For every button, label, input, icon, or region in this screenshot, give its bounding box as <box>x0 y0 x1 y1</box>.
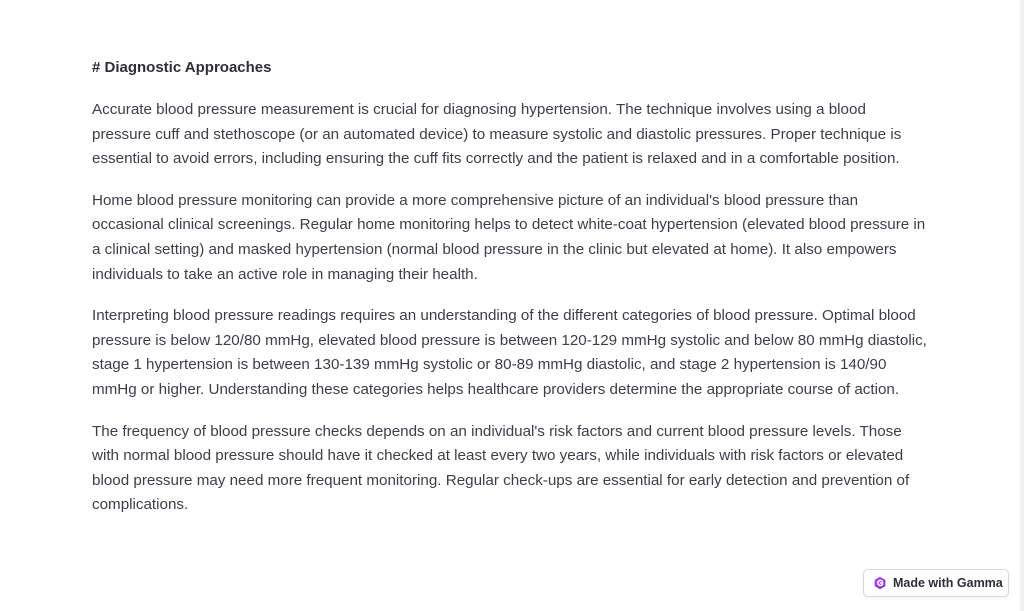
section-heading: # Diagnostic Approaches <box>92 59 272 76</box>
page-edge <box>1020 0 1024 611</box>
gamma-logo-icon <box>873 576 887 590</box>
paragraph-measurement: Accurate blood pressure measurement is crucial for diagnosing hypertension. The technique involves using a blood pressure cuff and stethoscope (or an automated device) to measure systolic and diastolic pressures. Proper technique is essential to avoid errors, including ensuring the cuff fits correctly and the patient is relaxed and in a comfortable position. <box>92 101 902 168</box>
paragraph-check-frequency: The frequency of blood pressure checks depends on an individual's risk factors and current blood pressure levels. Those with normal blood pressure should have it checked at least every two years, while individuals with risk factors or elevated blood pressure may need more frequent monitoring. Regular check-ups are essential for early detection and prevention of complications. <box>92 422 910 514</box>
document-body <box>92 56 928 535</box>
badge-label: Made with Gamma <box>893 576 1003 590</box>
made-with-gamma-button[interactable] <box>863 569 1009 597</box>
paragraph-home-monitoring: Home blood pressure monitoring can provide a more comprehensive picture of an individual's blood pressure than occasional clinical screenings. Regular home monitoring helps to detect white-coat hypertension (elevated blood pressure in a clinical setting) and masked hypertension (normal blood pressure in the clinic but elevated at home). It also empowers individuals to take an active role in managing their health. <box>92 191 926 283</box>
paragraph-interpreting-readings: Interpreting blood pressure readings requires an understanding of the different categories of blood pressure. Optimal blood pressure is below 120/80 mmHg, elevated blood pressure is between 120-129 mmHg systolic and below 80 mmHg diastolic, stage 1 hypertension is between 130-139 mmHg systolic or 80-89 mmHg diastolic, and stage 2 hypertension is 140/90 mmHg or higher. Understanding these categories helps healthcare providers determine the appropriate course of action. <box>92 307 927 398</box>
